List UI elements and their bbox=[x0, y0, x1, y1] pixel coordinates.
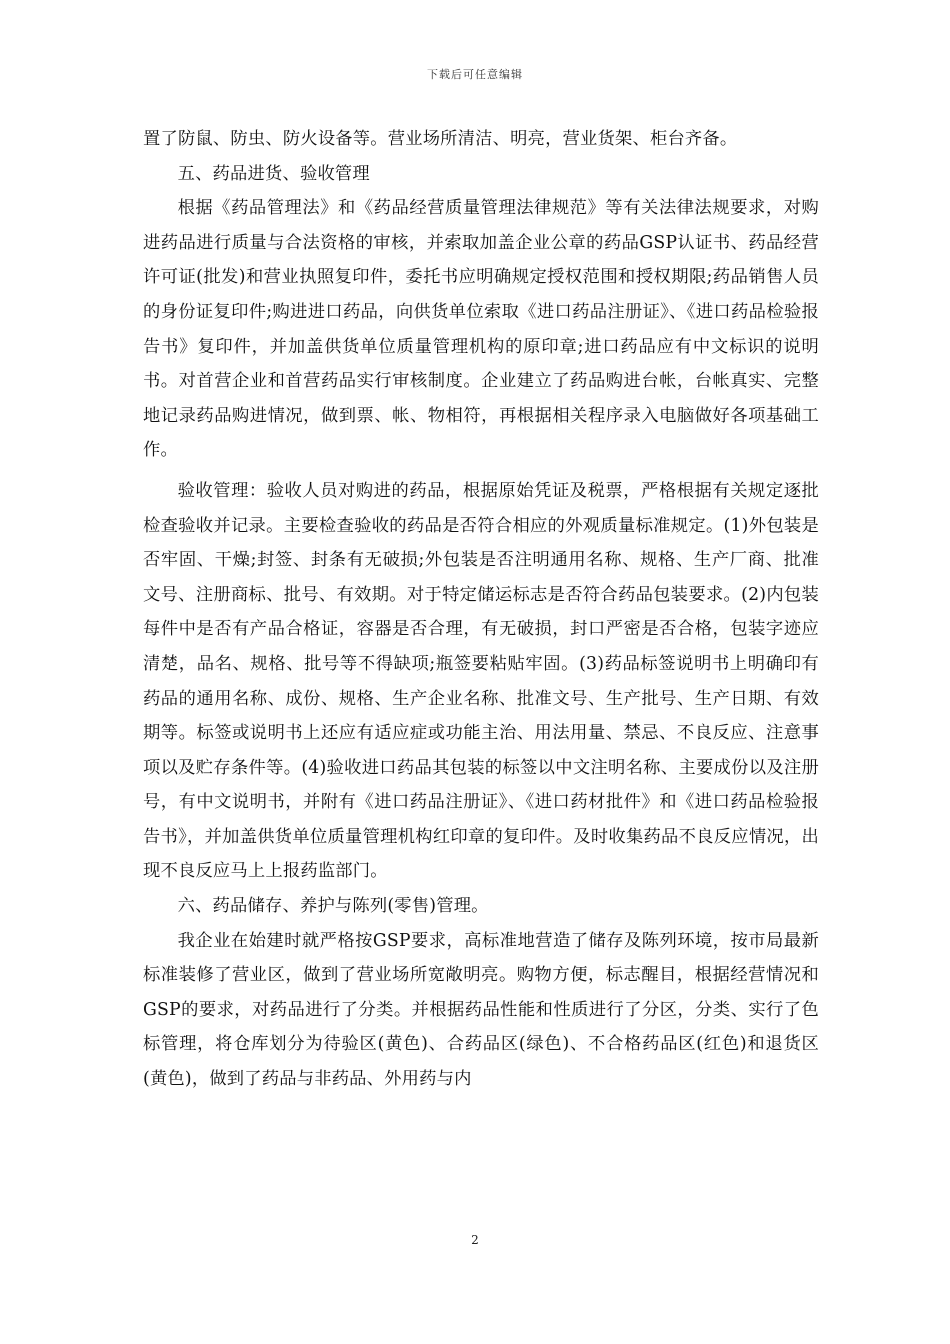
paragraph-1: 置了防鼠、防虫、防火设备等。营业场所清洁、明亮，营业货架、柜台齐备。 bbox=[143, 129, 738, 149]
section-heading-6: 六、药品储存、养护与陈列(零售)管理。 bbox=[177, 896, 489, 917]
paragraph-acceptance-management: 验收管理：验收人员对购进的药品，根据原始凭证及税票，严格根据有关规定逐批检查验收并记录。主要检查验收的药品是否符合相应的外观质量标准规定。(1)外包装是否牢固、干燥;封签、封条有无破损;外包装是否注明通用名称、规格、生产厂商、批准文号、注册商标、批号、有效期。对于特定储运标志是否符合药品包装要求。(2)内包装每件中是否有产品合格证，容器是否合理，有无破损，封口严密是否合格，包装字迹应清楚，品名、规格、批号等不得缺项;瓶签要粘贴牢固。(3)药品标签说明书上明确印有药品的通用名称、成份、规格、生产企业名称、批准文号、生产批号、生产日期、有效期等。标签或说明书上还应有适应症或功能主治、用法用量、禁忌、不良反应、注意事项以及贮存条件等。(4)验收进口药品其包装的标签以中文注明名称、主要成份以及注册号，有中文说明书，并附有《进口药品注册证》、《进口药材批件》和《进口药品检验报告书》，并加盖供货单位质量管理机构红印章的复印件。及时收集药品不良反应情况，出现不良反应马上上报药监部门。 bbox=[143, 480, 819, 882]
document-body bbox=[143, 122, 819, 1097]
paragraph-storage-display: 我企业在始建时就严格按GSP要求，高标准地营造了储存及陈列环境，按市局最新标准装修了营业区，做到了营业场所宽敞明亮。购物方便，标志醒目，根据经营情况和GSP的要求，对药品进行了分类。并根据药品性能和性质进行了分区，分类、实行了色标管理，将仓库划分为待验区(黄色)、合药品区(绿色)、不合格药品区(红色)和退货区(黄色)，做到了药品与非药品、外用药与内 bbox=[143, 930, 819, 1090]
page-number: 2 bbox=[471, 1233, 479, 1247]
page-header: 下载后可任意编辑 bbox=[427, 68, 523, 81]
section-heading-5: 五、药品进货、验收管理 bbox=[177, 163, 370, 184]
paragraph-purchase-review: 根据《药品管理法》和《药品经营质量管理法律规范》等有关法律法规要求，对购进药品进行质量与合法资格的审核，并索取加盖企业公章的药品GSP认证书、药品经营许可证(批发)和营业执照复印件，委托书应明确规定授权范围和授权期限;药品销售人员的身份证复印件;购进进口药品，向供货单位索取《进口药品注册证》、《进口药品检验报告书》复印件，并加盖供货单位质量管理机构的原印章;进口药品应有中文标识的说明书。对首营企业和首营药品实行审核制度。企业建立了药品购进台帐，台帐真实、完整地记录药品购进情况，做到票、帐、物相符，再根据相关程序录入电脑做好各项基础工作。 bbox=[143, 198, 819, 461]
